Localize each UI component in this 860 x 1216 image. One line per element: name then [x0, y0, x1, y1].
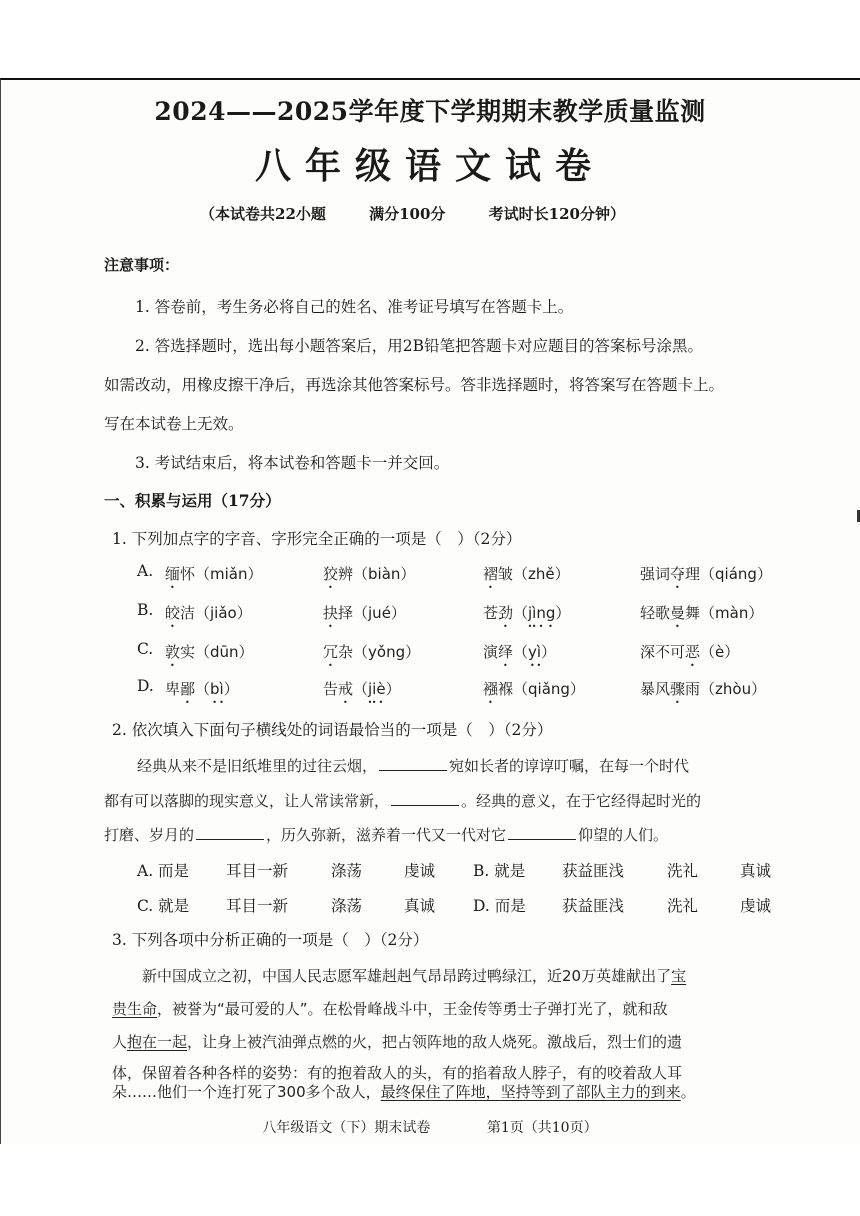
answer-blank [379, 758, 447, 771]
q2-option: 洗礼 [667, 862, 699, 880]
exam-info-time: 考试时长120分钟） [488, 205, 625, 223]
passage-line: 体，保留着各种各样的姿势：有的抱着敌人的头，有的掐着敌人脖子，有的咬着敌人耳 [112, 1064, 683, 1082]
section-heading: 一、积累与运用（17分） [104, 491, 281, 510]
q2-option: D. 而是 [473, 897, 526, 915]
q2-option: 涤荡 [331, 862, 363, 880]
exam-info-score: 满分100分 [369, 205, 446, 223]
q2-option: 真诚 [404, 897, 436, 915]
notice-line: 如需改动，用橡皮擦干净后，再选涂其他答案标号。答非选择题时，将答案写在答题卡上。 [104, 376, 725, 394]
option-item: 暴风骤雨（zhòu） [640, 680, 767, 698]
passage-line: 都有可以落脚的现实意义，让人常读常新， 。经典的意义，在于它经得起时光的 [104, 792, 702, 810]
notice-line: 1. 答卷前，考生务必将自己的姓名、准考证号填写在答题卡上。 [135, 298, 574, 316]
q2-option: 耳目一新 [226, 862, 289, 880]
q2-option: 获益匪浅 [562, 862, 625, 880]
answer-blank [508, 827, 576, 840]
option-label: D. [137, 677, 154, 695]
q2-option: 获益匪浅 [562, 897, 625, 915]
q2-option: 洗礼 [667, 897, 699, 915]
answer-blank [196, 827, 264, 840]
passage-line: 打磨、岁月的 ，历久弥新，滋养着一代又一代对它 仰望的人们。 [104, 826, 669, 844]
option-item: 敦实（dūn） [165, 643, 254, 661]
answer-blank [391, 793, 459, 806]
question-1-stem: 1. 下列加点字的字音、字形完全正确的一项是（ ）（2分） [112, 530, 522, 548]
option-item: 褶皱（zhě） [483, 565, 570, 583]
q2-option: C. 就是 [137, 897, 190, 915]
option-item: 卑鄙（bì） [165, 680, 239, 698]
footer-page-number: 第1页（共10页） [486, 1120, 598, 1136]
notice-heading: 注意事项： [104, 256, 180, 274]
option-item: 演绎（yì） [483, 643, 557, 661]
option-item: 强词夺理（qiáng） [640, 565, 772, 583]
q2-option: A. 而是 [137, 862, 190, 880]
notice-line: 3. 考试结束后，将本试卷和答题卡一并交回。 [135, 454, 450, 472]
option-item: 冗杂（yǒng） [323, 643, 421, 661]
option-item: 襁褓（qiǎng） [483, 680, 585, 698]
option-item: 告戒（jiè） [323, 680, 401, 698]
footer-title: 八年级语文（下）期末试卷 [262, 1120, 431, 1136]
option-item: 缅怀（miǎn） [165, 565, 263, 583]
option-item: 苍劲（jìng） [483, 604, 571, 622]
page-footer [0, 1117, 860, 1137]
option-label: B. [137, 601, 154, 619]
passage-line: 经典从来不是旧纸堆里的过往云烟， 宛如长者的谆谆叮嘱，在每一个时代 [137, 757, 690, 775]
exam-info [200, 203, 663, 224]
option-item: 狡辨（biàn） [323, 565, 416, 583]
subject-title: 八年级语文试卷 [254, 145, 605, 187]
option-label: A. [137, 562, 154, 580]
passage-line: 贵生命，被誉为“最可爱的人”。在松骨峰战斗中，王金传等勇士子弹打光了，就和敌 [112, 1000, 668, 1018]
passage-line: 新中国成立之初，中国人民志愿军雄赳赳气昂昂跨过鸭绿江，近20万英雄献出了宝 [142, 967, 687, 985]
question-2-stem: 2. 依次填入下面句子横线处的词语最恰当的一项是（ ）（2分） [112, 721, 553, 739]
option-item: 抉择（jué） [323, 604, 406, 622]
q2-option: 虔诚 [404, 862, 436, 880]
option-item: 深不可恶（è） [640, 643, 740, 661]
option-label: C. [137, 640, 154, 658]
question-3-stem: 3. 下列各项中分析正确的一项是（ ）（2分） [112, 931, 429, 949]
q2-option: 虔诚 [740, 897, 772, 915]
passage-line: 朵……他们一个连打死了300多个敌人，最终保住了阵地，坚持等到了部队主力的到来。 [112, 1083, 696, 1101]
q2-option: B. 就是 [473, 862, 526, 880]
option-item: 皎洁（jiǎo） [165, 604, 252, 622]
notice-line: 写在本试卷上无效。 [104, 415, 244, 433]
exam-info-count: （本试卷共22小题 [200, 205, 326, 223]
passage-line: 人抱在一起，让身上被汽油弹点燃的火，把占领阵地的敌人烧死。激战后，烈士们的遗 [112, 1033, 683, 1051]
exam-title: 2024——2025学年度下学期期末教学质量监测 [154, 97, 706, 126]
q2-option: 耳目一新 [226, 897, 289, 915]
option-item: 轻歌曼舞（màn） [640, 604, 764, 622]
q2-option: 涤荡 [331, 897, 363, 915]
notice-line: 2. 答选择题时，选出每小题答案后，用2B铅笔把答题卡对应题目的答案标号涂黑。 [135, 337, 703, 355]
q2-option: 真诚 [740, 862, 772, 880]
